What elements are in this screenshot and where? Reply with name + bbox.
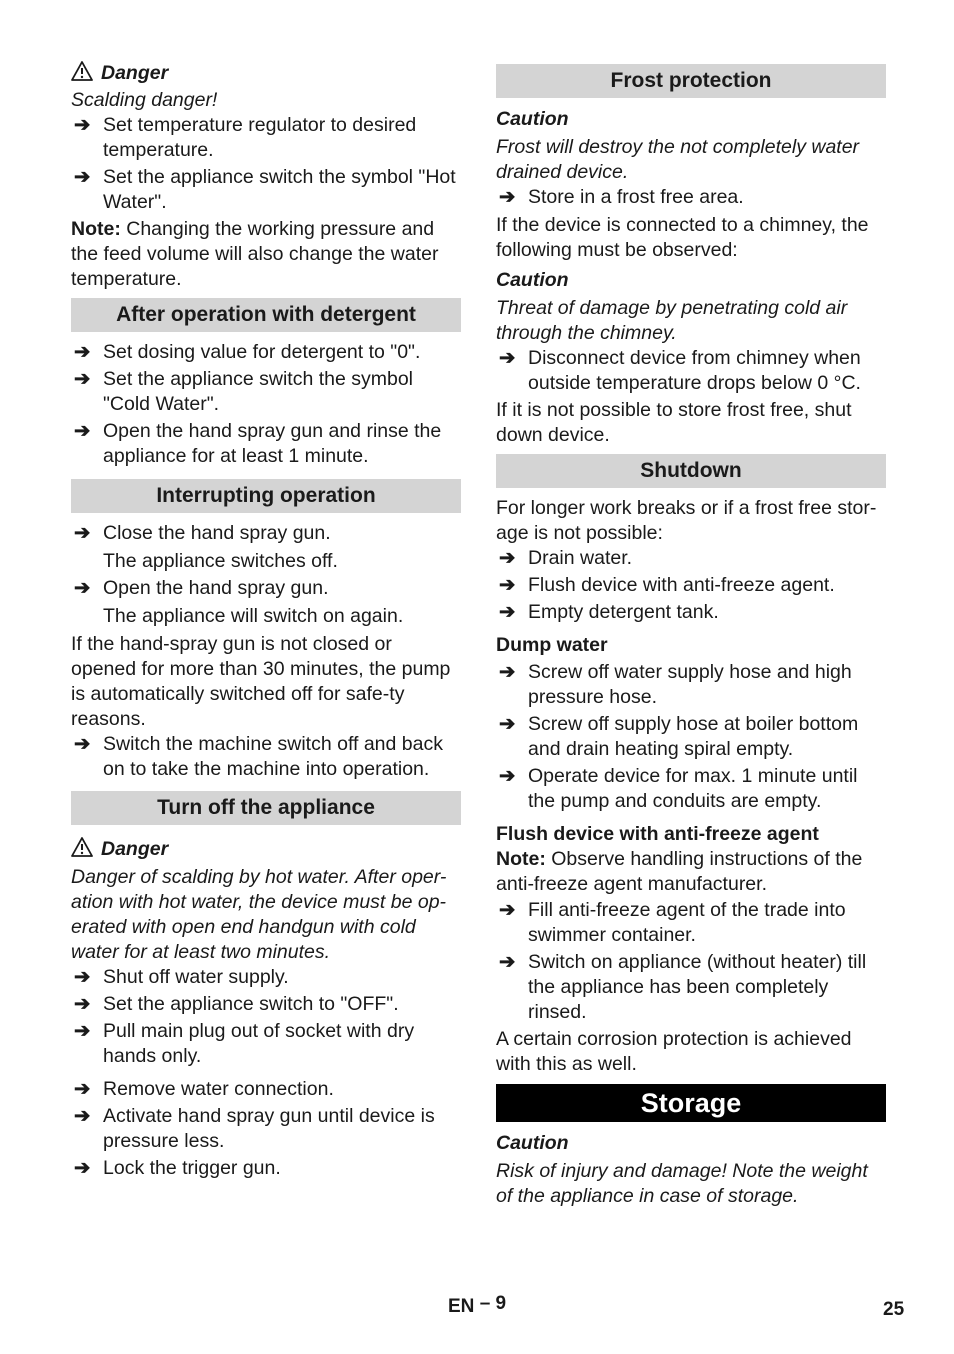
step-text: Set dosing value for detergent to "0".	[103, 341, 421, 363]
section-heading-frost-protection: Frost protection	[496, 64, 886, 98]
caution-text: Threat of damage by penetrating cold air through the chimney.	[496, 297, 848, 344]
paragraph: A certain corrosion protection is achieved with this as well.	[496, 1028, 852, 1075]
step-text: Close the hand spray gun.	[103, 522, 331, 544]
step-item	[496, 660, 886, 710]
arrow-icon: ➔	[74, 341, 91, 363]
arrow-icon: ➔	[499, 765, 516, 787]
step-item	[71, 576, 461, 601]
step-item	[496, 546, 886, 571]
step-text: Disconnect device from chimney when outside temperature drops below 0 °C.	[528, 347, 861, 394]
footer-language: EN	[448, 1296, 475, 1317]
arrow-icon: ➔	[74, 522, 91, 544]
step-item	[496, 185, 886, 210]
step-item	[496, 764, 886, 814]
step-text: Remove water connection.	[103, 1078, 334, 1100]
arrow-icon: ➔	[499, 661, 516, 683]
paragraph: If the hand-spray gun is not closed or opened for more than 30 minutes, the pump is automatically switched off for safe-ty reasons.	[71, 633, 451, 730]
step-text: Activate hand spray gun until device is pressure less.	[103, 1105, 435, 1152]
arrow-icon: ➔	[74, 166, 91, 188]
step-item	[71, 340, 461, 365]
step-text: Drain water.	[528, 547, 633, 569]
step-item	[496, 573, 886, 598]
caution-text: Frost will destroy the not completely water drained device.	[496, 136, 860, 183]
step-result: The appliance will switch on again.	[103, 605, 404, 627]
section-heading-storage: Storage	[496, 1084, 886, 1122]
note-text: Changing the working pressure and the feed volume will also change the water temperature.	[71, 218, 439, 290]
arrow-icon: ➔	[74, 1105, 91, 1127]
section-heading-shutdown: Shutdown	[496, 454, 886, 488]
note-text: Observe handling instructions of the anti-freeze agent manufacturer.	[496, 848, 863, 895]
step-item	[71, 419, 461, 469]
arrow-icon: ➔	[499, 186, 516, 208]
warning-triangle-icon	[71, 61, 93, 81]
step-item	[71, 1104, 461, 1154]
caution-label: Caution	[496, 108, 569, 130]
arrow-icon: ➔	[74, 966, 91, 988]
step-item	[71, 965, 461, 990]
step-item	[71, 1077, 461, 1102]
subheading-dump-water: Dump water	[496, 634, 608, 656]
step-text: Operate device for max. 1 minute until the pump and conduits are empty.	[528, 765, 858, 812]
arrow-icon: ➔	[499, 574, 516, 596]
step-item	[71, 1019, 461, 1069]
step-item	[71, 113, 461, 163]
step-item	[496, 950, 886, 1025]
arrow-icon: ➔	[74, 1157, 91, 1179]
danger-text: Scalding danger!	[71, 89, 218, 111]
danger-label: Danger	[101, 62, 169, 84]
step-item	[71, 367, 461, 417]
note-paragraph	[71, 217, 461, 292]
arrow-icon: ➔	[499, 713, 516, 735]
danger-label: Danger	[101, 838, 169, 860]
caution-label: Caution	[496, 269, 569, 291]
step-text: Shut off water supply.	[103, 966, 289, 988]
arrow-icon: ➔	[74, 420, 91, 442]
step-text: Switch the machine switch off and back on to take the machine into operation.	[103, 733, 443, 780]
paragraph: If the device is connected to a chimney, the following must be observed:	[496, 214, 869, 261]
section-heading-interrupting: Interrupting operation	[71, 479, 461, 513]
left-column	[71, 58, 461, 1181]
step-item	[71, 732, 461, 782]
caution-text: Risk of injury and damage! Note the weight of the appliance in case of storage.	[496, 1160, 868, 1207]
arrow-icon: ➔	[499, 951, 516, 973]
right-column	[496, 58, 886, 1209]
step-item	[71, 165, 461, 215]
step-text: Open the hand spray gun and rinse the appliance for at least 1 minute.	[103, 420, 442, 467]
paragraph: For longer work breaks or if a frost free stor-age is not possible:	[496, 497, 877, 544]
arrow-icon: ➔	[74, 993, 91, 1015]
step-text: Flush device with anti-freeze agent.	[528, 574, 835, 596]
step-item	[71, 521, 461, 546]
step-text: Set the appliance switch to "OFF".	[103, 993, 399, 1015]
subheading-flush-device: Flush device with anti-freeze agent	[496, 823, 819, 845]
step-item	[71, 1156, 461, 1181]
section-heading-after-operation: After operation with detergent	[71, 298, 461, 332]
step-item	[496, 898, 886, 948]
page-number: 25	[883, 1299, 905, 1320]
arrow-icon: ➔	[499, 601, 516, 623]
step-text: Set the appliance switch the symbol "Cold Water".	[103, 368, 414, 415]
step-result: The appliance switches off.	[103, 550, 338, 572]
step-text: Pull main plug out of socket with dry hands only.	[103, 1020, 415, 1067]
step-text: Empty detergent tank.	[528, 601, 719, 623]
arrow-icon: ➔	[74, 733, 91, 755]
footer-section-label	[448, 1293, 507, 1318]
note-label: Note:	[496, 848, 546, 870]
arrow-icon: ➔	[499, 547, 516, 569]
step-text: Lock the trigger gun.	[103, 1157, 281, 1179]
arrow-icon: ➔	[74, 114, 91, 136]
step-item	[71, 992, 461, 1017]
step-text: Set temperature regulator to desired temperature.	[103, 114, 417, 161]
step-text: Screw off water supply hose and high pressure hose.	[528, 661, 852, 708]
note-paragraph	[496, 847, 886, 897]
arrow-icon: ➔	[74, 1078, 91, 1100]
warning-triangle-icon	[71, 837, 93, 857]
note-label: Note:	[71, 218, 121, 240]
step-item	[496, 600, 886, 625]
step-text: Screw off supply hose at boiler bottom and drain heating spiral empty.	[528, 713, 859, 760]
arrow-icon: ➔	[74, 1020, 91, 1042]
arrow-icon: ➔	[74, 368, 91, 390]
step-text: Switch on appliance (without heater) till the appliance has been completely rinsed.	[528, 951, 867, 1023]
step-item	[496, 712, 886, 762]
arrow-icon: ➔	[499, 899, 516, 921]
footer-section-number: – 9	[479, 1293, 507, 1314]
caution-label: Caution	[496, 1132, 569, 1154]
danger-text: Danger of scalding by hot water. After oper-ation with hot water, the device must be op-erated with open end handgun with cold water for at least two minutes.	[71, 866, 447, 963]
step-text: Set the appliance switch the symbol "Hot Water".	[103, 166, 456, 213]
danger-heading	[71, 61, 461, 86]
step-text: Open the hand spray gun.	[103, 577, 329, 599]
arrow-icon: ➔	[499, 347, 516, 369]
paragraph: If it is not possible to store frost free, shut down device.	[496, 399, 852, 446]
step-item	[496, 346, 886, 396]
danger-heading	[71, 837, 461, 862]
section-heading-turn-off: Turn off the appliance	[71, 791, 461, 825]
arrow-icon: ➔	[74, 577, 91, 599]
step-text: Fill anti-freeze agent of the trade into swimmer container.	[528, 899, 846, 946]
step-text: Store in a frost free area.	[528, 186, 744, 208]
